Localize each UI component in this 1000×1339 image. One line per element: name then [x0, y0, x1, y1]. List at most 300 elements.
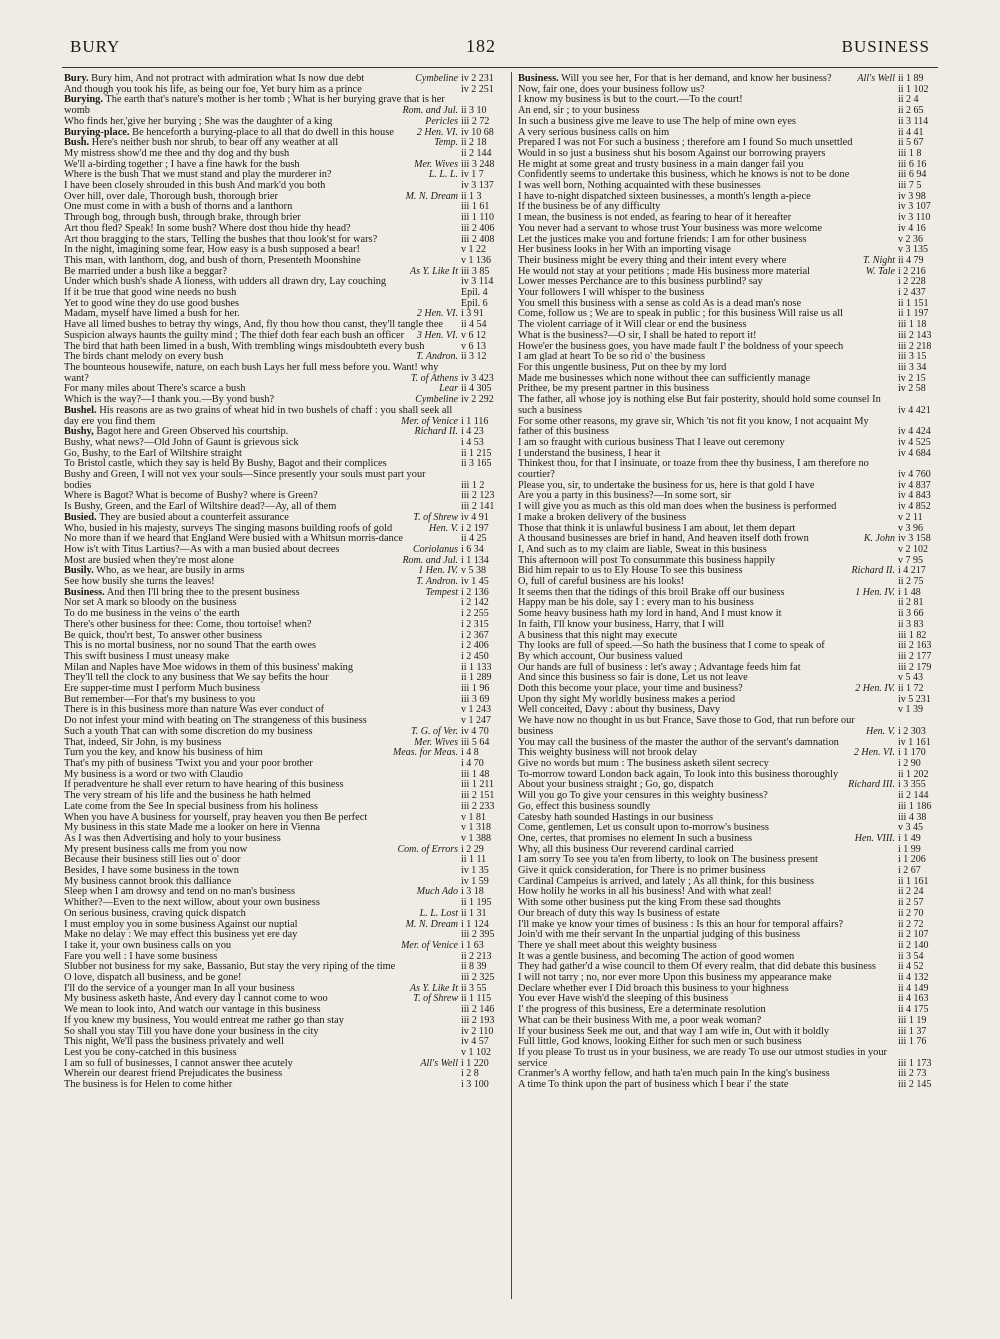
act-scene-line: i 2 67: [898, 865, 921, 877]
play-title: 2 Hen. VI.: [853, 747, 895, 759]
quotation: Make no delay : We may effect this business yet ere day: [64, 929, 298, 941]
play-title: 1 Hen. IV.: [418, 565, 458, 577]
headword: Business.: [64, 586, 105, 598]
play-title: As Y. Like It: [410, 265, 458, 277]
act-scene-line: ii 3 55: [461, 982, 487, 994]
act-scene-line: ii 4 149: [898, 982, 929, 994]
act-scene-line: i 3 100: [461, 1079, 489, 1091]
act-scene-line: v 1 388: [461, 832, 491, 844]
quotation: I must employ you in some business Against our nuptial: [64, 918, 298, 930]
quotation: Made me businesses which none without thee can sufficiently manage: [518, 372, 811, 384]
quotation: Full little, God knows, looking Either for such men or such business: [518, 1036, 802, 1048]
act-scene-line: iv 4 70: [461, 725, 489, 737]
quotation: Turn you the key, and know his business of him: [64, 747, 263, 759]
act-scene-line: iii 2 146: [461, 1004, 495, 1016]
play-title: T. Night: [862, 254, 895, 266]
quotation: The violent carriage of it Will clear or end the business: [518, 319, 747, 331]
act-scene-line: i 1 63: [461, 939, 484, 951]
citation: [461, 1016, 501, 1027]
quotation: Come, follow us ; We are to speak in public ; for this business Will raise us all: [518, 308, 844, 320]
quotation: Her business looks in her With an importing visage: [518, 244, 731, 256]
citation: [461, 802, 501, 813]
act-scene-line: i 2 90: [898, 758, 921, 769]
play-title: 3 Hen. VI.: [416, 329, 458, 341]
running-header: [70, 36, 930, 60]
act-scene-line: iii 2 233: [461, 800, 495, 812]
act-scene-line: i 1 49: [898, 832, 921, 844]
citation: [855, 834, 938, 845]
play-title: Pericles: [425, 115, 458, 127]
quotation: The bounteous housewife, nature, on each bush Lays her full mess before you. Want! why want?: [64, 361, 439, 384]
quotation: Sleep when I am drowsy and tend on no man's business: [64, 886, 296, 898]
act-scene-line: i 2 197: [461, 522, 489, 534]
act-scene-line: i 1 48: [898, 586, 921, 598]
quotation-text: [518, 716, 890, 737]
act-scene-line: iii 2 151: [461, 790, 495, 802]
quotation: There's other business for thee: Come, thou tortoise! when?: [64, 618, 312, 630]
act-scene-line: iv 4 684: [898, 447, 931, 459]
quotation: Happy man be his dole, say I : every man to his business: [518, 597, 754, 609]
quotation: I was well born, Nothing acquainted with these businesses: [518, 180, 761, 192]
act-scene-line: iv 2 292: [461, 394, 494, 406]
act-scene-line: v 5 43: [898, 672, 923, 684]
quotation: There ye shall meet about this weighty business: [518, 939, 717, 951]
quotation-text: [64, 95, 453, 116]
play-title: 2 Hen. VI.: [416, 126, 458, 138]
quotation: They'll tell the clock to any business that We say befits the hour: [64, 672, 329, 684]
quotation: The bird that hath been limed in a bush, With trembling wings misdoubteth every bush: [64, 340, 425, 352]
act-scene-line: i 2 216: [898, 265, 926, 277]
quotation: Art thou fled? Speak! In some bush? Where dost thou hide thy head?: [64, 222, 351, 234]
act-scene-line: iv 4 843: [898, 490, 931, 502]
act-scene-line: iii 2 145: [898, 1079, 932, 1091]
act-scene-line: ii 2 144: [461, 147, 492, 159]
quotation: Please you, sir, to undertake the business for us, here is that gold I have: [518, 479, 815, 491]
act-scene-line: v 2 11: [898, 511, 923, 523]
act-scene-line: v 3 135: [898, 244, 928, 256]
quotation: Will you see her, For that is her demand, and know her business?: [561, 73, 832, 84]
act-scene-line: iv 4 16: [898, 222, 926, 234]
play-title: Mer. of Venice: [401, 939, 458, 951]
play-title: T. Andron.: [416, 351, 458, 363]
act-scene-line: iv 10 68: [461, 126, 494, 138]
quotation: O, full of careful business are his looks!: [518, 576, 685, 588]
quotation: He might at some great and trusty business in a main danger fail you: [518, 158, 804, 170]
play-title: Rom. and Jul.: [402, 554, 458, 566]
act-scene-line: iv 3 110: [898, 212, 931, 224]
citation: [461, 224, 501, 235]
act-scene-line: v 6 13: [461, 340, 486, 352]
quotation: Through bog, through bush, through brake, through brier: [64, 212, 301, 224]
act-scene-line: iv 2 251: [461, 83, 494, 95]
act-scene-line: iii 1 82: [898, 629, 927, 641]
act-scene-line: ii 2 24: [898, 886, 924, 898]
act-scene-line: iv 2 231: [461, 73, 494, 84]
quotation: Lower messes Perchance are to this business purblind? say: [518, 276, 763, 288]
act-scene-line: ii 2 18: [461, 137, 487, 149]
quotation: This weighty business will not brook delay: [518, 747, 697, 759]
act-scene-line: iv 4 852: [898, 501, 931, 513]
act-scene-line: ii 2 213: [461, 950, 492, 962]
act-scene-line: v 5 38: [461, 565, 486, 577]
act-scene-line: i 1 99: [898, 843, 921, 855]
act-scene-line: iii 2 325: [461, 972, 495, 984]
act-scene-line: iii 2 179: [898, 661, 932, 673]
act-scene-line: i 1 124: [461, 918, 489, 930]
act-scene-line: iv 1 35: [461, 865, 489, 877]
act-scene-line: iii 1 18: [898, 319, 927, 331]
play-title: Much Ado: [416, 886, 458, 898]
act-scene-line: iv 3 98: [898, 190, 926, 202]
headword: Bushy,: [64, 426, 94, 438]
quotation: Do not infest your mind with beating on The strangeness of this business: [64, 715, 367, 727]
quotation: Whither?—Even to the next willow, about your own business: [64, 897, 320, 909]
quotation: Bushy and Green, I will not vex your souls—Since presently your souls must part your bodies: [64, 469, 426, 491]
act-scene-line: iv 2 15: [898, 372, 926, 384]
quotation: My business asketh haste, And every day I cannot come to woo: [64, 993, 328, 1005]
citation: [420, 909, 501, 920]
quotation: I am sorry To see you ta'en from liberty, to look on The business present: [518, 854, 818, 866]
quotation: If the business be of any difficulty: [518, 201, 661, 213]
act-scene-line: iv 1 7: [461, 169, 484, 181]
act-scene-line: iii 2 163: [898, 640, 932, 652]
quotation: This man, with lanthorn, dog, and bush of thorn, Presenteth Moonshine: [64, 254, 361, 266]
act-scene-line: iv 4 91: [461, 511, 489, 523]
act-scene-line: ii 2 107: [898, 929, 929, 941]
act-scene-line: v 1 39: [898, 704, 923, 716]
quotation: This is no mortal business, nor no sound That the earth owes: [64, 640, 317, 652]
play-title: L. L. L.: [428, 169, 458, 181]
citation: [855, 588, 938, 599]
quotation: Have all limed bushes to betray thy wings, And, fly thou how thou canst, they'll tangle thee: [64, 319, 444, 331]
act-scene-line: iii 1 96: [461, 683, 490, 695]
act-scene-line: ii 4 25: [461, 533, 487, 545]
act-scene-line: iv 1 161: [898, 736, 931, 748]
quotation: In such a business give me leave to use The help of mine own eyes: [518, 115, 796, 127]
citation: [461, 1080, 501, 1091]
act-scene-line: iii 6 16: [898, 158, 927, 170]
quotation: Yet to good wine they do use good bushes: [64, 297, 240, 309]
act-scene-line: ii 3 54: [898, 950, 924, 962]
quotation-text: [64, 470, 453, 491]
quotation: Let the justices make you and fortune friends: I am for other business: [518, 233, 807, 245]
quotation: His reasons are as two grains of wheat hid in two bushels of chaff : you shall seek all day ere you find them: [64, 404, 453, 427]
quotation: A business that this night may execute: [518, 629, 678, 641]
act-scene-line: iii 3 248: [461, 158, 495, 170]
act-scene-line: iv 3 107: [898, 201, 931, 213]
play-title: Cymbeline: [415, 73, 458, 84]
quotation: This afternoon will post To consummate this business happily: [518, 554, 776, 566]
quotation: I am so full of businesses, I cannot answer thee acutely: [64, 1057, 293, 1069]
act-scene-line: v 3 45: [898, 822, 923, 834]
quotation: It seems then that the tidings of this broil Brake off our business: [518, 586, 785, 598]
quotation: Ere supper-time must I perform Much business: [64, 683, 261, 695]
act-scene-line: iii 3 85: [461, 265, 490, 277]
play-title: Cymbeline: [415, 394, 458, 406]
citation: [417, 331, 501, 342]
quotation: I'll do the service of a younger man In all your business: [64, 982, 295, 994]
act-scene-line: i 1 134: [461, 554, 489, 566]
quotation: Our breach of duty this way Is business of estate: [518, 907, 720, 919]
right-column: [518, 74, 938, 1091]
act-scene-line: ii 2 72: [898, 918, 924, 930]
act-scene-line: ii 4 52: [898, 961, 924, 973]
act-scene-line: v 7 95: [898, 554, 923, 566]
act-scene-line: v 1 247: [461, 715, 491, 727]
act-scene-line: ii 2 70: [898, 907, 924, 919]
quotation: And since this business so fair is done, Let us not leave: [518, 672, 748, 684]
quotation: A thousand businesses are brief in hand, And heaven itself doth frown: [518, 533, 809, 545]
quotation: For many miles about There's scarce a bush: [64, 383, 246, 395]
act-scene-line: ii 2 81: [898, 597, 924, 609]
concordance-entry: [518, 417, 938, 438]
act-scene-line: i 2 437: [898, 287, 926, 299]
quotation: To Bristol castle, which they say is held By Bushy, Bagot and their complices: [64, 458, 387, 470]
quotation: How is't with Titus Lartius?—As with a man busied about decrees: [64, 543, 340, 555]
quotation: I know my business is but to the court.—To the court!: [518, 94, 743, 106]
quotation: Give it quick consideration, for There is no primer business: [518, 865, 766, 877]
quotation: For some other reasons, my grave sir, Which 'tis not fit you know, I not acquaint My father of this business: [518, 415, 869, 438]
quotation: No more than if we heard that England Were busied with a Whitsun morris-dance: [64, 533, 403, 545]
quotation: They are busied about a counterfeit assurance: [99, 511, 289, 523]
citation: [898, 1016, 938, 1027]
quotation: With some other business put the king From these sad thoughts: [518, 897, 781, 909]
quotation: You smell this business with a sense as cold As is a dead man's nose: [518, 297, 802, 309]
play-title: Com. of Errors: [397, 843, 458, 855]
act-scene-line: iii 7 5: [898, 180, 922, 192]
act-scene-line: ii 8 39: [461, 961, 487, 973]
act-scene-line: iii 1 173: [898, 1057, 932, 1069]
quotation: Nor set A mark so bloody on the business: [64, 597, 237, 609]
citation: [461, 85, 501, 96]
act-scene-line: iv 4 760: [898, 469, 931, 481]
play-title: Richard III.: [848, 779, 895, 791]
column-divider: [511, 72, 512, 1299]
quotation: They had gather'd a wise council to them Of every realm, that did debate this business: [518, 961, 876, 973]
quotation: My mistress show'd me thee and thy dog and thy bush: [64, 147, 290, 159]
act-scene-line: iii 1 19: [898, 1014, 927, 1026]
quotation: That's my pith of business 'Twixt you and your poor brother: [64, 758, 313, 769]
play-title: As Y. Like It: [410, 982, 458, 994]
act-scene-line: i 2 406: [461, 640, 489, 652]
act-scene-line: iii 2 408: [461, 233, 495, 245]
act-scene-line: ii 1 161: [898, 875, 929, 887]
quotation: Here's neither bush nor shrub, to bear off any weather at all: [91, 137, 339, 149]
play-title: Richard II.: [851, 565, 895, 577]
play-title: All's Well: [857, 73, 895, 84]
act-scene-line: v 1 318: [461, 822, 491, 834]
citation: [393, 748, 501, 759]
quotation: The very stream of his life and the business he hath helmed: [64, 790, 311, 802]
act-scene-line: i 2 303: [898, 725, 926, 737]
quotation: Declare whether ever I Did broach this business to your highness: [518, 982, 789, 994]
act-scene-line: i 3 91: [461, 308, 484, 320]
play-title: Coriolanus: [412, 543, 458, 555]
act-scene-line: ii 1 202: [898, 768, 929, 780]
quotation: Milan and Naples have Moe widows in them of this business' making: [64, 661, 354, 673]
citation: [898, 513, 938, 524]
play-title: 2 Hen. VI.: [416, 308, 458, 320]
concordance-entry: [64, 1080, 501, 1091]
quotation: Your followers I will whisper to the business: [518, 287, 705, 299]
act-scene-line: iv 4 837: [898, 479, 931, 491]
act-scene-line: Epil. 4: [461, 287, 488, 299]
quotation: One, certes, that promises no element In such a business: [518, 832, 753, 844]
quotation: Join'd with me their servant In the unpartial judging of this business: [518, 929, 801, 941]
act-scene-line: ii 2 57: [898, 897, 924, 909]
act-scene-line: v 3 96: [898, 522, 923, 534]
play-title: T. of Shrew: [413, 993, 458, 1005]
quotation: The birds chant melody on every bush: [64, 351, 224, 363]
act-scene-line: iv 4 525: [898, 436, 931, 448]
act-scene-line: iii 2 72: [461, 115, 490, 127]
quotation: Which is the way?—I thank you.—By yond bush?: [64, 394, 275, 406]
citation: [461, 438, 501, 449]
play-title: Mer. of Venice: [401, 415, 458, 427]
quotation-text: [518, 459, 890, 480]
citation: [898, 802, 938, 813]
play-title: T. G. of Ver.: [410, 725, 458, 737]
act-scene-line: i 4 23: [461, 426, 484, 438]
act-scene-line: ii 1 289: [461, 672, 492, 684]
quotation: Now, fair one, does your business follow us?: [518, 83, 705, 95]
act-scene-line: i 3 355: [898, 779, 926, 791]
quotation: Who finds her,'give her burying ; She was the daughter of a king: [64, 115, 333, 127]
act-scene-line: i 2 136: [461, 586, 489, 598]
act-scene-line: ii 3 10: [461, 105, 487, 117]
quotation: Because their business still lies out o' door: [64, 854, 241, 866]
quotation: Madam, myself have limed a bush for her.: [64, 308, 240, 320]
quotation-text: [64, 1080, 453, 1091]
quotation: Over hill, over dale, Thorough bush, thorough brier: [64, 190, 278, 202]
act-scene-line: iv 3 158: [898, 533, 931, 545]
play-title: K. John: [863, 533, 895, 545]
quotation: Where is the bush That we must stand and play the murderer in?: [64, 169, 332, 181]
act-scene-line: ii 3 165: [461, 458, 492, 470]
play-title: Rom. and Jul.: [402, 105, 458, 117]
quotation: We have now no thought in us but France, Save those to God, that run before our business: [518, 715, 855, 737]
play-title: 2 Hen. IV.: [855, 683, 895, 695]
quotation: Come, gentlemen, Let us consult upon to-morrow's business: [518, 822, 769, 834]
quotation: I' the progress of this business, Ere a determinate resolution: [518, 1004, 766, 1016]
play-title: Richard II.: [414, 426, 458, 438]
act-scene-line: iii 2 218: [898, 340, 932, 352]
quotation: I make a broken delivery of the business: [518, 511, 687, 523]
act-scene-line: i 1 206: [898, 854, 926, 866]
quotation: Slubber not business for my sake, Bassanio, But stay the very riping of the time: [64, 961, 396, 973]
quotation: You never had a servant to whose trust Your business was more welcome: [518, 222, 822, 234]
quotation: I'll make ye know your times of business : Is this an hour for temporal affairs?: [518, 918, 844, 930]
act-scene-line: iii 2 406: [461, 222, 495, 234]
act-scene-line: iii 2 395: [461, 929, 495, 941]
citation: [898, 224, 938, 235]
act-scene-line: i 2 315: [461, 618, 489, 630]
quotation: Go, Bushy, to the Earl of Wiltshire straight: [64, 447, 242, 459]
concordance-entry: [64, 95, 501, 116]
quotation: And then I'll bring thee to the present business: [106, 586, 300, 598]
quotation: Art thou bragging to the stars, Telling the bushes that thou look'st for wars?: [64, 233, 378, 245]
act-scene-line: iii 3 69: [461, 693, 490, 705]
citation: [898, 331, 938, 342]
act-scene-line: v 1 243: [461, 704, 491, 716]
act-scene-line: iii 3 34: [898, 361, 927, 373]
act-scene-line: ii 3 83: [898, 618, 924, 630]
quotation: Where is Bagot? What is become of Bushy? where is Green?: [64, 490, 318, 502]
play-title: Mer. Wives: [414, 158, 458, 170]
quotation: He would not stay at your petitions ; made His business more material: [518, 265, 811, 277]
header-rule: [62, 67, 938, 68]
play-title: W. Tale: [865, 265, 895, 277]
citation: [851, 566, 938, 577]
act-scene-line: iii 1 37: [898, 1025, 927, 1037]
quotation: Be quick, thou'rt best, To answer other business: [64, 629, 263, 641]
act-scene-line: iii 1 110: [461, 212, 494, 224]
quotation: Late come from the See In special business from his holiness: [64, 800, 318, 812]
quotation: The father, all whose joy is nothing else But fair posterity, should hold some counsel In such a business: [518, 394, 881, 416]
headword: Bushel.: [64, 404, 97, 416]
headword: Business.: [518, 73, 559, 84]
quotation: Who, as we hear, are busily in arms: [96, 565, 245, 577]
act-scene-line: ii 2 75: [898, 576, 924, 588]
quotation: If you please To trust us in your business, we are ready To use our utmost studies in your service: [518, 1046, 887, 1069]
citation: [898, 909, 938, 920]
play-title: Hen. V.: [866, 725, 895, 737]
act-scene-line: v 6 12: [461, 329, 486, 341]
headword: Busied.: [64, 511, 97, 523]
quotation: There is in this business more than nature Was ever conduct of: [64, 704, 325, 716]
quotation: When you have A business for yourself, pray heaven you then Be perfect: [64, 811, 368, 823]
header-right-word: BUSINESS: [841, 37, 930, 56]
act-scene-line: iv 3 137: [461, 180, 494, 192]
quotation: Most are busied when they're most alone: [64, 554, 234, 566]
quotation-text: [518, 1048, 890, 1069]
play-title: Temp.: [434, 137, 458, 149]
act-scene-line: ii 1 89: [898, 73, 924, 84]
citation: [425, 117, 501, 128]
citation: [461, 459, 501, 470]
quotation-text: [64, 406, 453, 427]
act-scene-line: ii 4 175: [898, 1004, 929, 1016]
play-title: M. N. Dream: [405, 918, 458, 930]
quotation: Lest you be cony-catched in this business: [64, 1046, 237, 1058]
citation: [898, 449, 938, 460]
quotation: Cranmer's A worthy fellow, and hath ta'en much pain In the king's business: [518, 1068, 830, 1080]
act-scene-line: ii 5 67: [898, 137, 924, 149]
concordance-entry: [64, 406, 501, 427]
act-scene-line: ii 3 114: [898, 115, 929, 127]
concordance-entry: [518, 395, 938, 416]
act-scene-line: i 3 18: [461, 886, 484, 898]
quotation: I have to-night dispatched sixteen businesses, a month's length a-piece: [518, 190, 811, 202]
act-scene-line: ii 4 305: [461, 383, 492, 395]
quotation: Is Bushy, Green, and the Earl of Wiltshire dead?—Ay, all of them: [64, 501, 337, 513]
act-scene-line: ii 2 4: [898, 94, 919, 106]
act-scene-line: iii 2 73: [898, 1068, 927, 1080]
quotation: I will give you as much as this old man does when the business is performed: [518, 501, 837, 513]
quotation: For this ungentle business, Put on thee by my lord: [518, 361, 727, 373]
act-scene-line: iii 1 48: [461, 768, 490, 780]
act-scene-line: iv 3 423: [461, 372, 494, 384]
quotation: Who, busied in his majesty, surveys The singing masons building roofs of gold: [64, 522, 393, 534]
quotation: What is the business?—O sir, I shall be hated to report it!: [518, 329, 757, 341]
act-scene-line: iii 5 64: [461, 736, 490, 748]
quotation: What can be their business With me, a poor weak woman?: [518, 1014, 762, 1026]
citation: [461, 620, 501, 631]
play-title: L. L. Lost: [419, 907, 458, 919]
quotation: See how busily she turns the leaves!: [64, 576, 215, 588]
act-scene-line: iii 2 123: [461, 490, 495, 502]
citation: [898, 1037, 938, 1048]
